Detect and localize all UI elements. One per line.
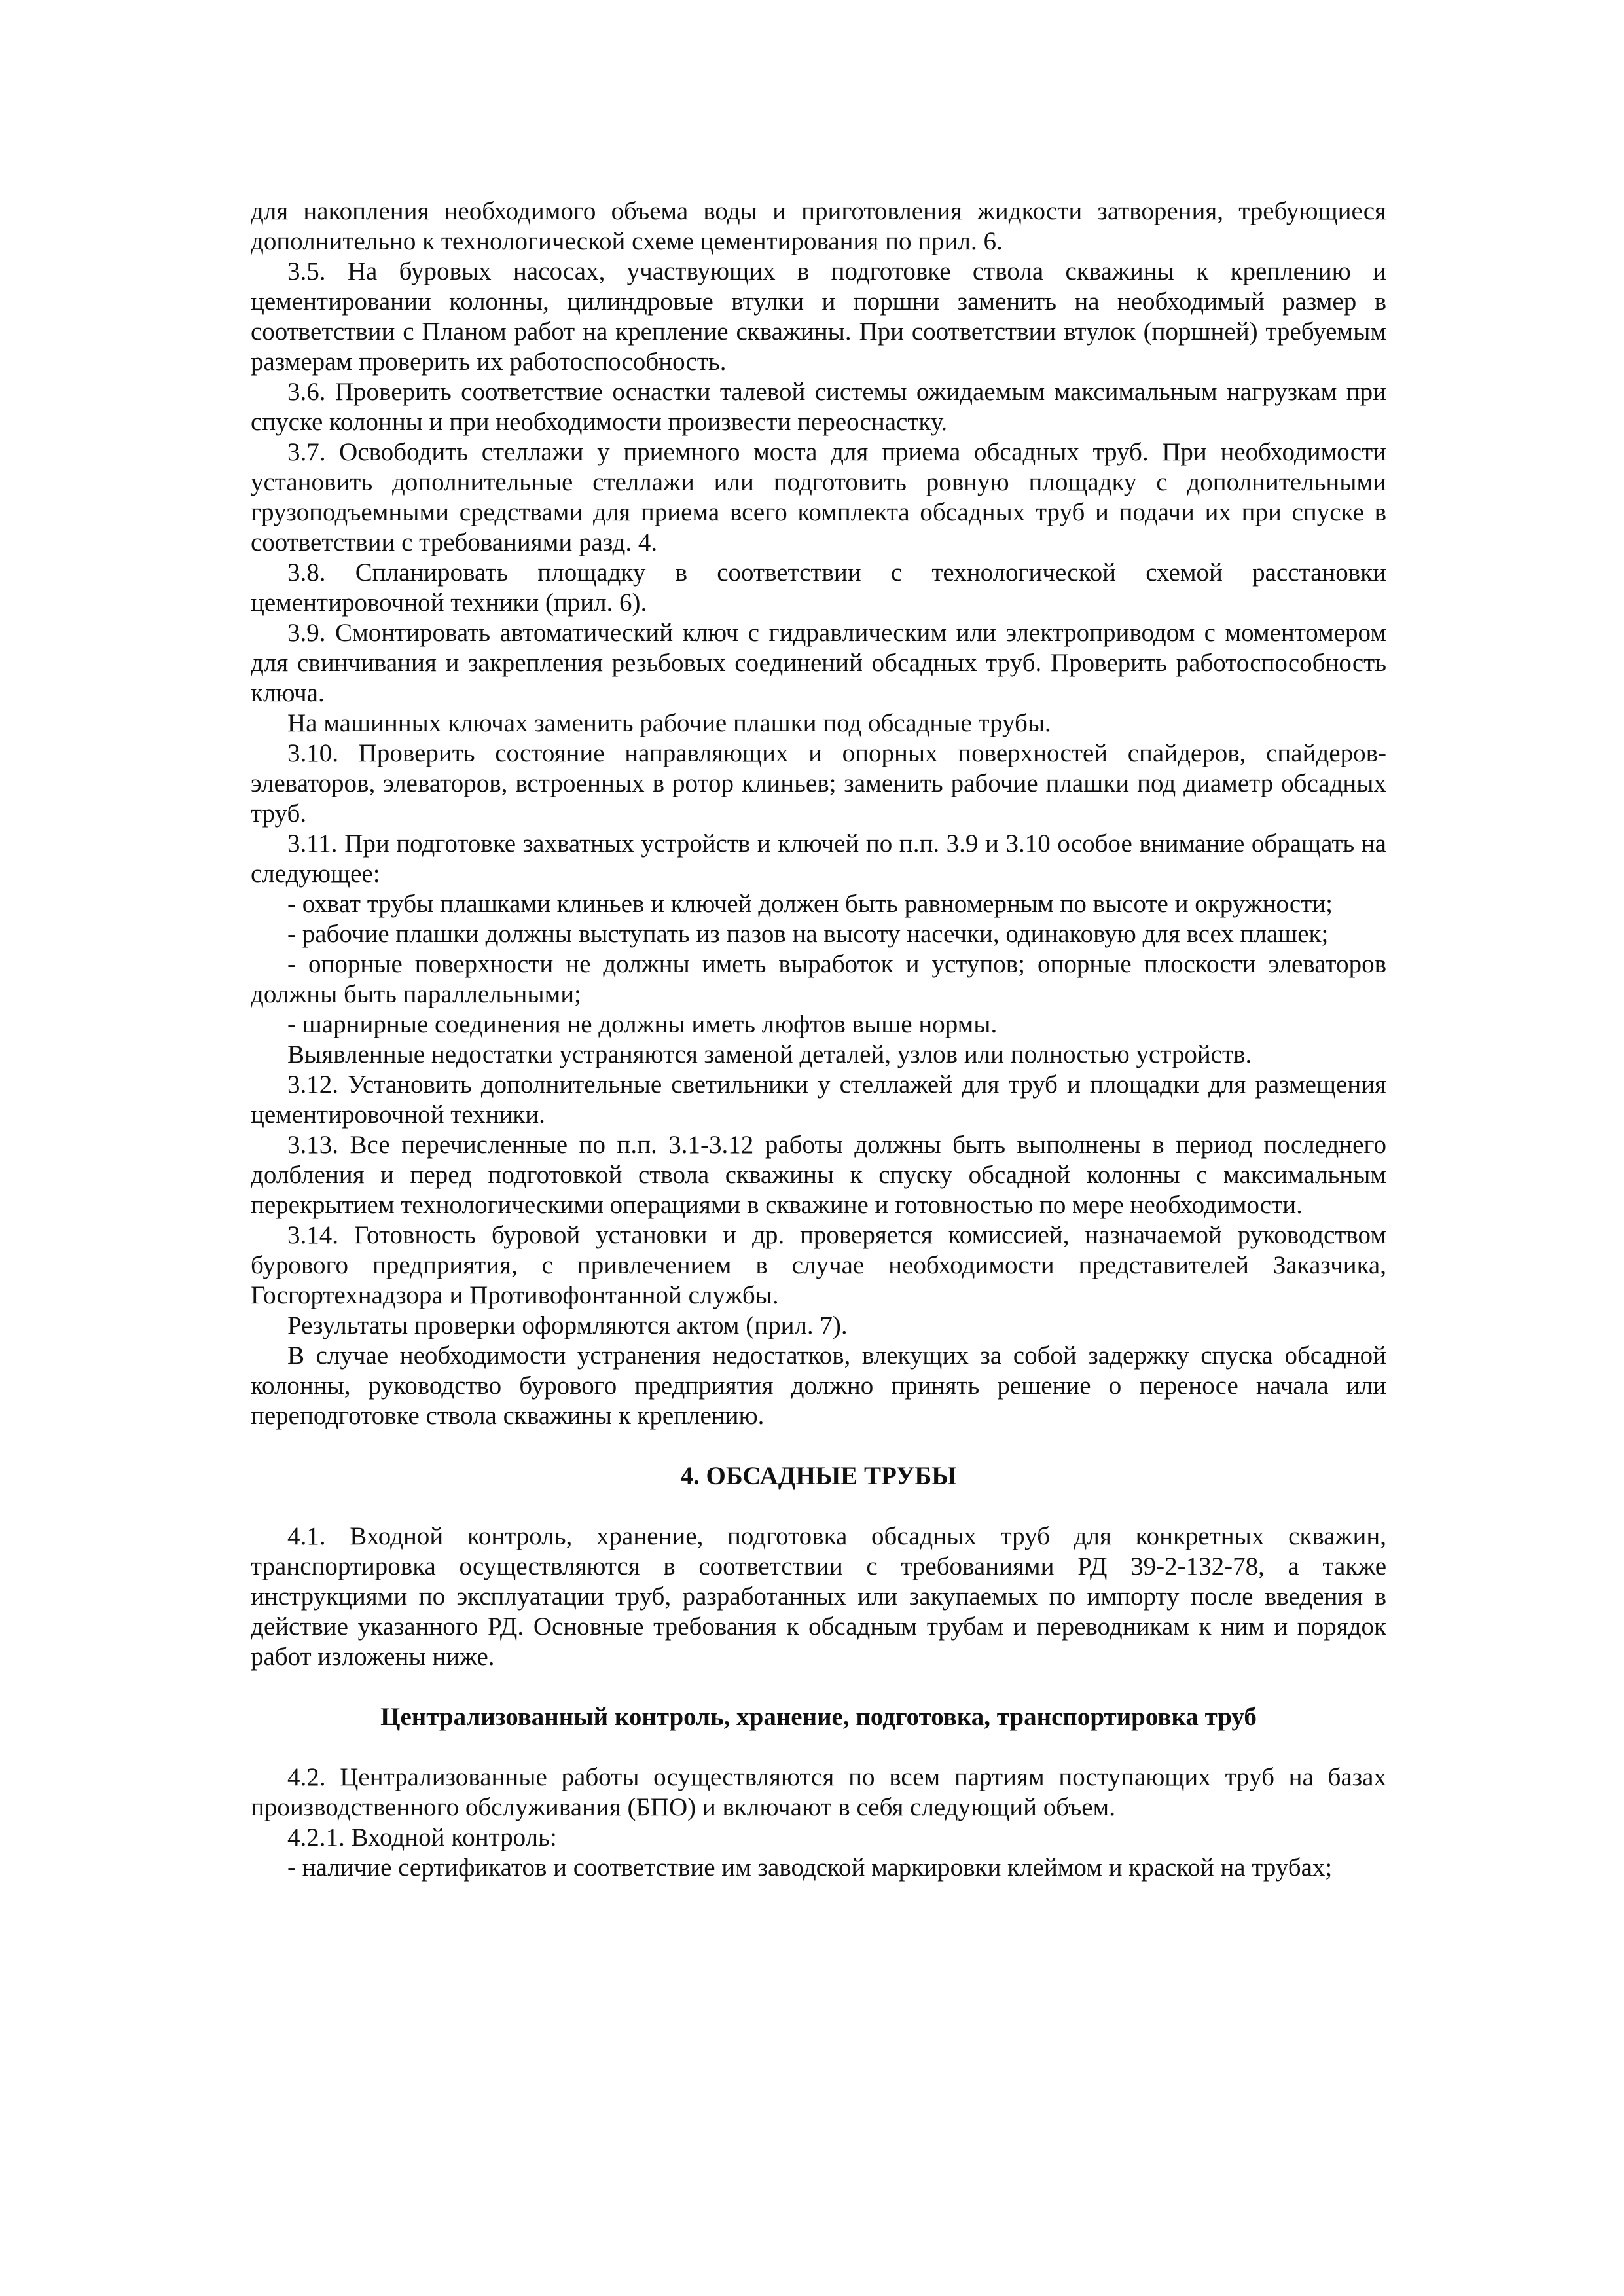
paragraph: Выявленные недостатки устраняются заменой деталей, узлов или полностью устройств. bbox=[287, 1040, 1252, 1068]
paragraph: - рабочие плашки должны выступать из пазов на высоту насечки, одинаковую для всех плашек; bbox=[287, 920, 1329, 948]
paragraph: Результаты проверки оформляются актом (прил. 7). bbox=[287, 1311, 848, 1339]
section-heading: Централизованный контроль, хранение, подготовка, транспортировка труб bbox=[380, 1703, 1257, 1731]
paragraph: 4.2. Централизованные работы осуществляются по всем партиям поступающих труб на базах производственного обслуживания (БПО) и включают в себя следующий объем. bbox=[251, 1763, 1386, 1821]
section-heading: 4. ОБСАДНЫЕ ТРУБЫ bbox=[680, 1462, 957, 1490]
paragraph: 3.8. Спланировать площадку в соответствии с технологической схемой расстановки цементировочной техники (прил. 6). bbox=[251, 558, 1386, 617]
paragraph: 3.5. На буровых насосах, участвующих в подготовке ствола скважины к креплению и цементировании колонны, цилиндровые втулки и поршни заменить на необходимый размер в соответствии с Планом работ на крепление скважины. При соответствии втулок (поршней) требуемым размерам проверить их работоспособность. bbox=[251, 257, 1386, 376]
paragraph: 3.9. Смонтировать автоматический ключ с гидравлическим или электроприводом с моментомером для свинчивания и закрепления резьбовых соединений обсадных труб. Проверить работоспособность ключа. bbox=[251, 619, 1386, 707]
paragraph: На машинных ключах заменить рабочие плашки под обсадные трубы. bbox=[287, 709, 1051, 737]
paragraph: - шарнирные соединения не должны иметь люфтов выше нормы. bbox=[287, 1010, 998, 1038]
paragraph: 3.12. Установить дополнительные светильники у стеллажей для труб и площадки для размещения цементировочной техники. bbox=[251, 1070, 1386, 1129]
paragraph: 4.2.1. Входной контроль: bbox=[287, 1823, 557, 1851]
paragraph: 3.6. Проверить соответствие оснастки талевой системы ожидаемым максимальным нагрузкам при спуске колонны и при необходимости произвести переоснастку. bbox=[251, 378, 1386, 436]
paragraph: В случае необходимости устранения недостатков, влекущих за собой задержку спуска обсадной колонны, руководство бурового предприятия должно принять решение о переносе начала или переподготовке ствола скважины к креплению. bbox=[251, 1341, 1386, 1430]
blank-line bbox=[251, 1672, 1386, 1702]
paragraph: - опорные поверхности не должны иметь выработок и уступов; опорные плоскости элеваторов должны быть параллельными; bbox=[251, 950, 1386, 1008]
paragraph: - наличие сертификатов и соответствие им заводской маркировки клеймом и краской на трубах; bbox=[287, 1853, 1333, 1882]
blank-line bbox=[251, 1732, 1386, 1762]
blank-line bbox=[251, 1431, 1386, 1461]
paragraph: 3.13. Все перечисленные по п.п. 3.1-3.12 работы должны быть выполнены в период последнего долбления и перед подготовкой ствола скважины к спуску обсадной колонны с максимальным перекрытием технологическими операциями в скважине и готовностью по мере необходимости. bbox=[251, 1131, 1386, 1219]
paragraph: - охват трубы плашками клиньев и ключей должен быть равномерным по высоте и окружности; bbox=[287, 890, 1333, 918]
blank-line bbox=[251, 1491, 1386, 1522]
document-body bbox=[251, 196, 1386, 1883]
paragraph: 3.10. Проверить состояние направляющих и опорных поверхностей спайдеров, спайдеров-элеваторов, элеваторов, встроенных в ротор клиньев; заменить рабочие плашки под диаметр обсадных труб. bbox=[251, 739, 1386, 828]
paragraph: 3.14. Готовность буровой установки и др. проверяется комиссией, назначаемой руководством бурового предприятия, с привлечением в случае необходимости представителей Заказчика, Госгортехнадзора и Противофонтанной службы. bbox=[251, 1221, 1386, 1309]
paragraph: 3.7. Освободить стеллажи у приемного моста для приема обсадных труб. При необходимости установить дополнительные стеллажи или подготовить ровную площадку с дополнительными грузоподъемными средствами для приема всего комплекта обсадных труб и подачи их при спуске в соответствии с требованиями разд. 4. bbox=[251, 438, 1386, 556]
paragraph: для накопления необходимого объема воды и приготовления жидкости затворения, требующиеся дополнительно к технологической схеме цементирования по прил. 6. bbox=[251, 197, 1386, 255]
paragraph: 4.1. Входной контроль, хранение, подготовка обсадных труб для конкретных скважин, транспортировка осуществляются в соответствии с требованиями РД 39-2-132-78, а также инструкциями по эксплуатации труб, разработанных или закупаемых по импорту после введения в действие указанного РД. Основные требования к обсадным трубам и переводникам к ним и порядок работ изложены ниже. bbox=[251, 1522, 1386, 1671]
paragraph: 3.11. При подготовке захватных устройств и ключей по п.п. 3.9 и 3.10 особое внимание обращать на следующее: bbox=[251, 829, 1386, 888]
